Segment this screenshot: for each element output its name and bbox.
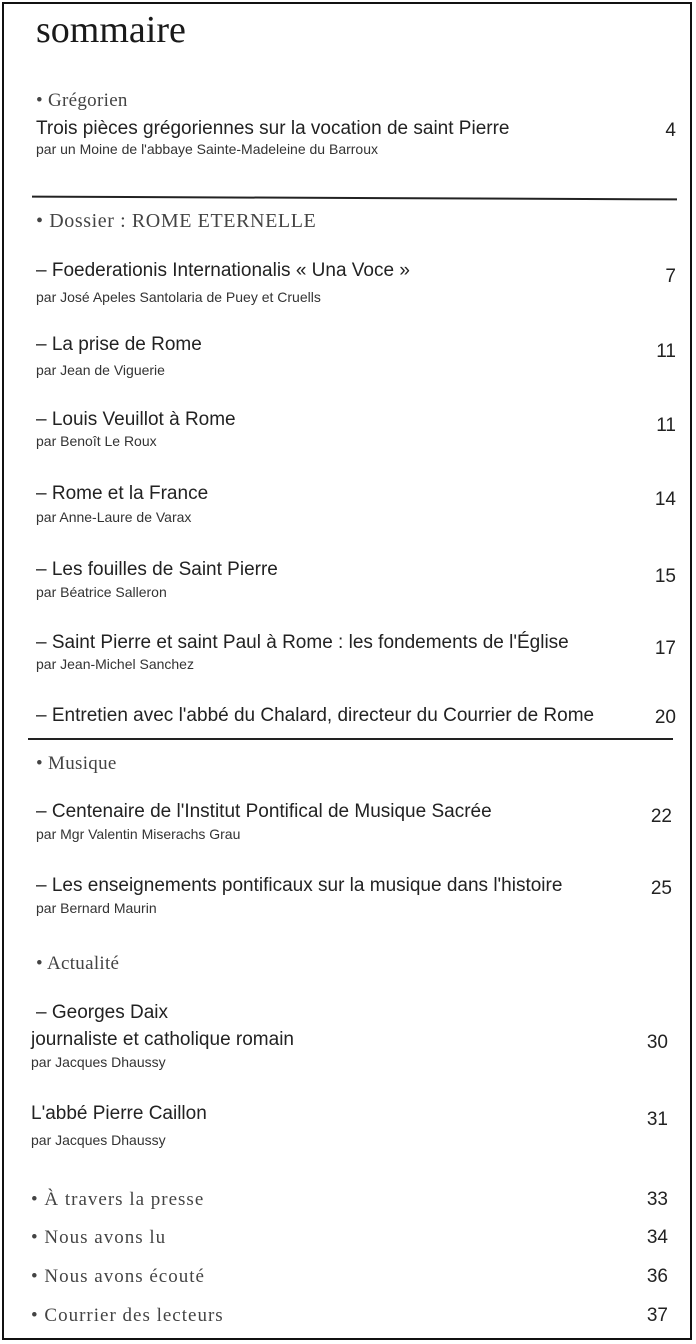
toc-entry-title[interactable]: – Centenaire de l'Institut Pontifical de Musique Sacrée (36, 801, 492, 822)
toc-entry-page[interactable]: 15 (654, 566, 676, 587)
section-heading-dossier: • Dossier : ROME ETERNELLE (36, 210, 317, 232)
toc-entry-title[interactable]: – Les fouilles de Saint Pierre (36, 559, 278, 580)
toc-entry-page[interactable]: 33 (646, 1189, 668, 1210)
toc-entry-author: par Bernard Maurin (36, 900, 157, 916)
toc-entry-title[interactable]: – Entretien avec l'abbé du Chalard, directeur du Courrier de Rome (36, 705, 595, 726)
toc-entry-author: par Jean de Viguerie (36, 362, 165, 378)
toc-entry-page[interactable]: 7 (665, 266, 676, 287)
toc-entry-author: par un Moine de l'abbaye Sainte-Madeleine du Barroux (36, 141, 379, 157)
toc-entry-title[interactable]: – Les enseignements pontificaux sur la musique dans l'histoire (36, 875, 563, 896)
toc-entry-author: par José Apeles Santolaria de Puey et Cruells (36, 289, 321, 305)
toc-entry-page[interactable]: 17 (654, 638, 676, 659)
toc-entry-page[interactable]: 11 (656, 415, 676, 436)
rubrique-lu[interactable]: • Nous avons lu (31, 1227, 167, 1248)
toc-entry-page[interactable]: 22 (650, 806, 672, 827)
toc-entry-title[interactable]: L'abbé Pierre Caillon (31, 1103, 207, 1124)
toc-entry-title[interactable]: – La prise de Rome (36, 334, 202, 355)
page-title: sommaire (36, 9, 186, 51)
toc-entry-author: par Mgr Valentin Miserachs Grau (36, 826, 241, 842)
section-divider (28, 738, 673, 740)
section-heading-actualite: • Actualité (36, 953, 120, 974)
toc-entry-author: par Béatrice Salleron (36, 584, 167, 600)
toc-entry-page[interactable]: 25 (650, 878, 672, 899)
toc-entry-page[interactable]: 30 (646, 1032, 668, 1053)
toc-entry-page[interactable]: 11 (656, 341, 676, 362)
rubrique-courrier[interactable]: • Courrier des lecteurs (31, 1305, 224, 1326)
toc-entry-page[interactable]: 14 (654, 489, 676, 510)
toc-entry-author: par Jacques Dhaussy (31, 1132, 166, 1148)
toc-entry-page[interactable]: 20 (654, 707, 676, 728)
toc-entry-page[interactable]: 36 (646, 1266, 668, 1287)
toc-entry-title[interactable]: – Foederationis Internationalis « Una Voce » (36, 260, 410, 281)
toc-entry-title[interactable]: – Saint Pierre et saint Paul à Rome : les fondements de l'Église (36, 632, 569, 653)
toc-entry-title[interactable]: – Georges Daix (36, 1002, 169, 1023)
toc-entry-page[interactable]: 31 (646, 1109, 668, 1130)
toc-entry-title[interactable]: – Louis Veuillot à Rome (36, 409, 236, 430)
toc-entry-page[interactable]: 37 (646, 1305, 668, 1326)
rubrique-presse[interactable]: • À travers la presse (31, 1189, 205, 1210)
toc-entry-title[interactable]: Trois pièces grégoriennes sur la vocation de saint Pierre (36, 118, 510, 139)
toc-entry-author: par Anne-Laure de Varax (36, 509, 192, 525)
toc-entry-page[interactable]: 34 (646, 1227, 668, 1248)
toc-entry-author: par Benoît Le Roux (36, 433, 157, 449)
toc-entry-title[interactable]: – Rome et la France (36, 483, 209, 504)
rubrique-ecoute[interactable]: • Nous avons écouté (31, 1266, 205, 1287)
toc-entry-author: par Jean-Michel Sanchez (36, 656, 194, 672)
section-heading-gregorien: • Grégorien (36, 90, 128, 111)
toc-entry-page[interactable]: 4 (665, 120, 676, 141)
section-heading-musique: • Musique (36, 753, 117, 774)
toc-entry-author: par Jacques Dhaussy (31, 1054, 166, 1070)
toc-entry-subtitle[interactable]: journaliste et catholique romain (31, 1029, 294, 1050)
